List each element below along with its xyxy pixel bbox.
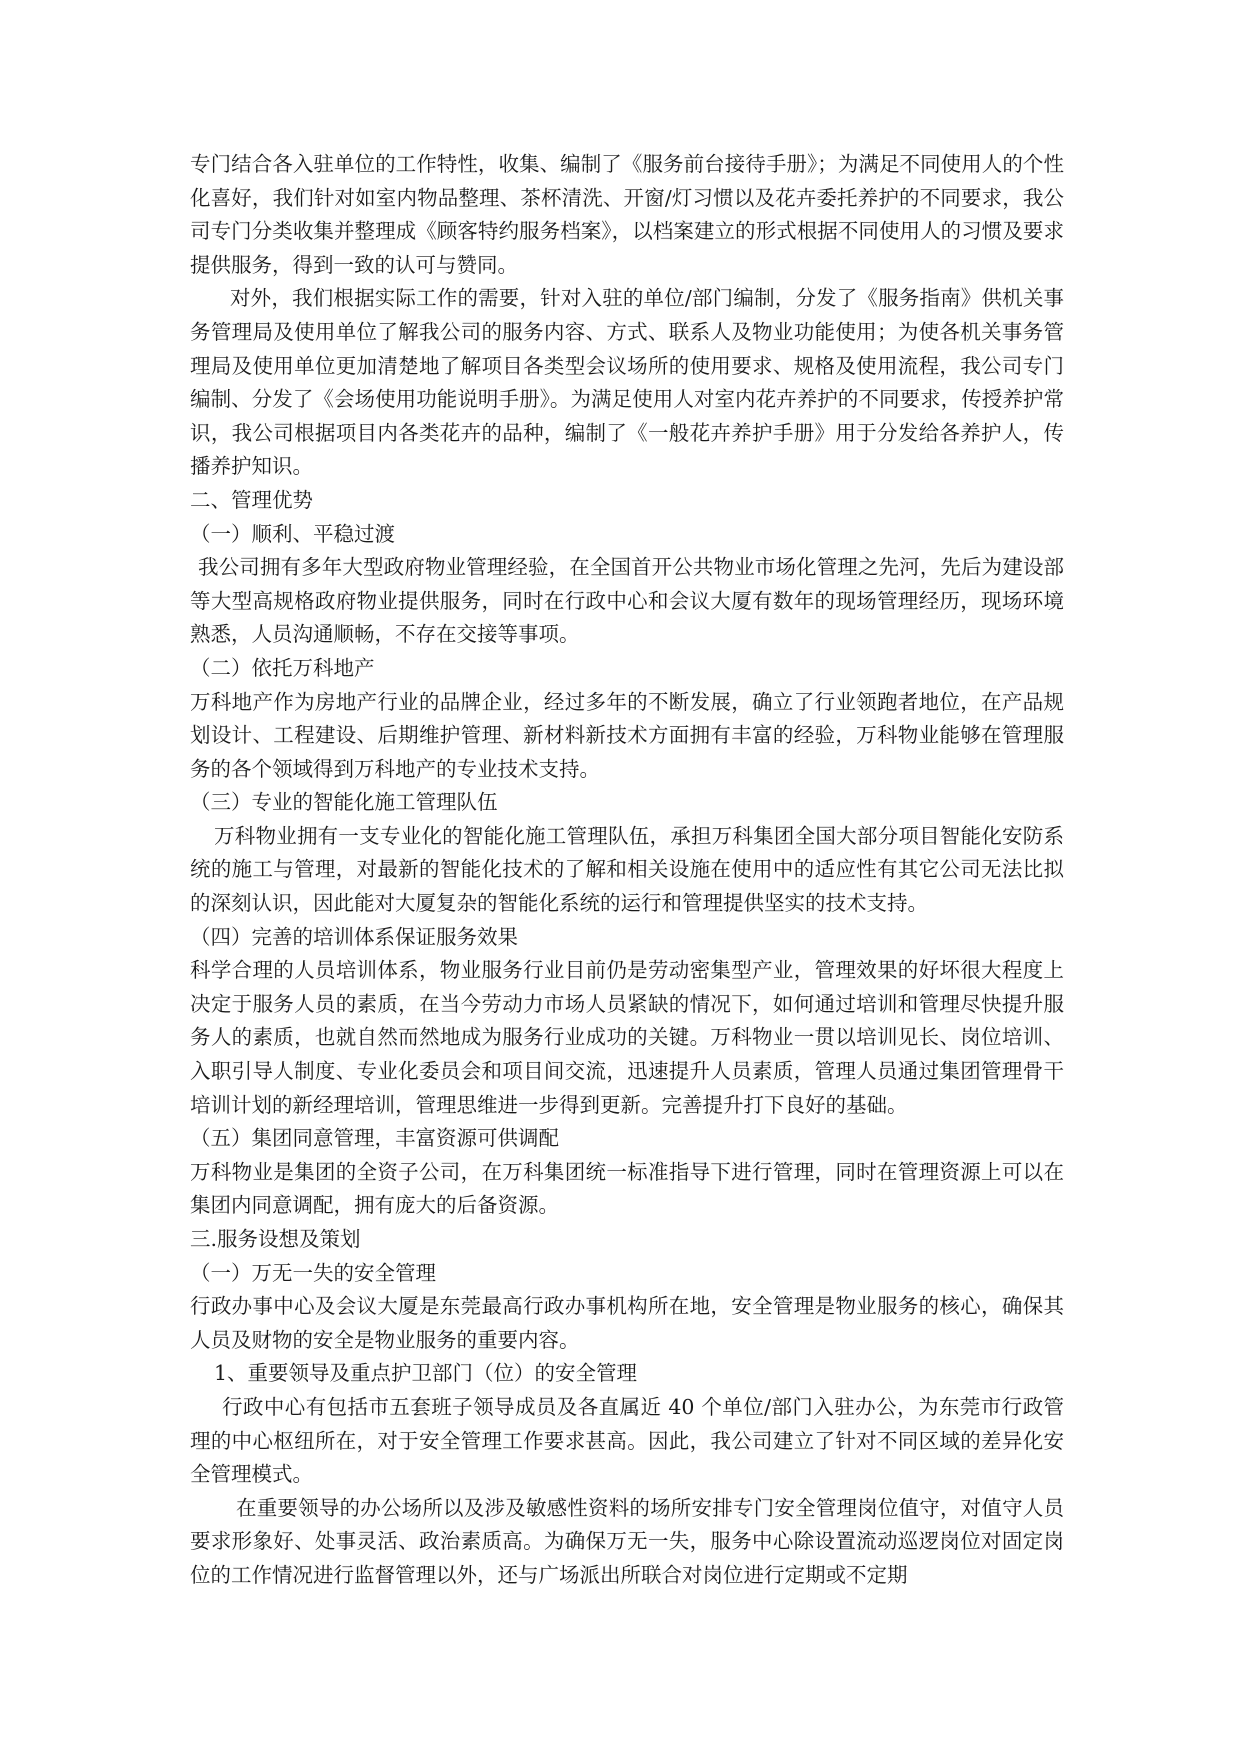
subheading-key-leaders-security: 1、重要领导及重点护卫部门（位）的安全管理 — [214, 1361, 638, 1386]
paragraph-admin-center-security: 行政中心有包括市五套班子领导成员及各直属近 40 个单位/部门入驻办公，为东莞市行政管理的中心枢纽所在，对于安全管理工作要求甚高。因此，我公司建立了针对不同区域的差异化安全管理模式。 — [190, 1394, 1064, 1487]
section-heading-service-planning: 三.服务设想及策划 — [190, 1227, 361, 1251]
paragraph-vanke-real-estate: 万科地产作为房地产行业的品牌企业，经过多年的不断发展，确立了行业领跑者地位，在产品规划设计、工程建设、后期维护管理、新材料新技术方面拥有丰富的经验，万科物业能够在管理服务的各个领域得到万科地产的专业技术支持。 — [190, 689, 1064, 781]
paragraph-service-manuals: 专门结合各入驻单位的工作特性，收集、编制了《服务前台接待手册》；为满足不同使用人的个性化喜好，我们针对如室内物品整理、茶杯清洗、开窗/灯习惯以及花卉委托养护的不同要求，我公司专门分类收集并整理成《顾客特约服务档案》，以档案建立的形式根据不同使用人的习惯及要求提供服务，得到一致的认可与赞同。 — [190, 152, 1064, 277]
subheading-training-system: （四）完善的培训体系保证服务效果 — [190, 924, 518, 949]
paragraph-group-management: 万科物业是集团的全资子公司，在万科集团统一标准指导下进行管理，同时在管理资源上可以在集团内同意调配，拥有庞大的后备资源。 — [190, 1159, 1064, 1218]
document-body — [190, 148, 1064, 1593]
section-heading-management-advantages: 二、管理优势 — [190, 487, 313, 512]
paragraph-dedicated-posts: 在重要领导的办公场所以及涉及敏感性资料的场所安排专门安全管理岗位值守，对值守人员要求形象好、处事灵活、政治素质高。为确保万无一失，服务中心除设置流动巡逻岗位对固定岗位的工作情况进行监督管理以外，还与广场派出所联合对岗位进行定期或不定期 — [190, 1495, 1064, 1587]
paragraph-security-management: 行政办事中心及会议大厦是东莞最高行政办事机构所在地，安全管理是物业服务的核心，确保其人员及财物的安全是物业服务的重要内容。 — [190, 1294, 1064, 1352]
subheading-security-management: （一）万无一失的安全管理 — [190, 1260, 436, 1285]
subheading-vanke-real-estate: （二）依托万科地产 — [190, 655, 375, 680]
paragraph-external-guides: 对外，我们根据实际工作的需要，针对入驻的单位/部门编制，分发了《服务指南》供机关事务管理局及使用单位了解我公司的服务内容、方式、联系人及物业功能使用；为使各机关事务管理局及使用单位更加清楚地了解项目各类型会议场所的使用要求、规格及使用流程，我公司专门编制、分发了《会场使用功能说明手册》。为满足使用人对室内花卉养护的不同要求，传授养护常识，我公司根据项目内各类花卉的品种，编制了《一般花卉养护手册》用于分发给各养护人，传播养护知识。 — [190, 286, 1064, 479]
subheading-smooth-transition: （一）顺利、平稳过渡 — [190, 521, 395, 546]
paragraph-intelligent-construction-team: 万科物业拥有一支专业化的智能化施工管理队伍，承担万科集团全国大部分项目智能化安防系统的施工与管理，对最新的智能化技术的了解和相关设施在使用中的适应性有其它公司无法比拟的深刻认识，因此能对大厦复杂的智能化系统的运行和管理提供坚实的技术支持。 — [190, 823, 1064, 916]
paragraph-training-system: 科学合理的人员培训体系，物业服务行业目前仍是劳动密集型产业，管理效果的好坏很大程度上决定于服务人员的素质，在当今劳动力市场人员紧缺的情况下，如何通过培训和管理尽快提升服务人的素质，也就自然而然地成为服务行业成功的关键。万科物业一贯以培训见长、岗位培训、入职引导人制度、专业化委员会和项目间交流，迅速提升人员素质，管理人员通过集团管理骨干培训计划的新经理培训，管理思维进一步得到更新。完善提升打下良好的基础。 — [190, 958, 1064, 1117]
subheading-intelligent-construction-team: （三）专业的智能化施工管理队伍 — [190, 790, 498, 815]
paragraph-smooth-transition: 我公司拥有多年大型政府物业管理经验，在全国首开公共物业市场化管理之先河，先后为建设部等大型高规格政府物业提供服务，同时在行政中心和会议大厦有数年的现场管理经历，现场环境熟悉，人员沟通顺畅，不存在交接等事项。 — [190, 555, 1064, 647]
subheading-group-management: （五）集团同意管理，丰富资源可供调配 — [190, 1126, 559, 1151]
